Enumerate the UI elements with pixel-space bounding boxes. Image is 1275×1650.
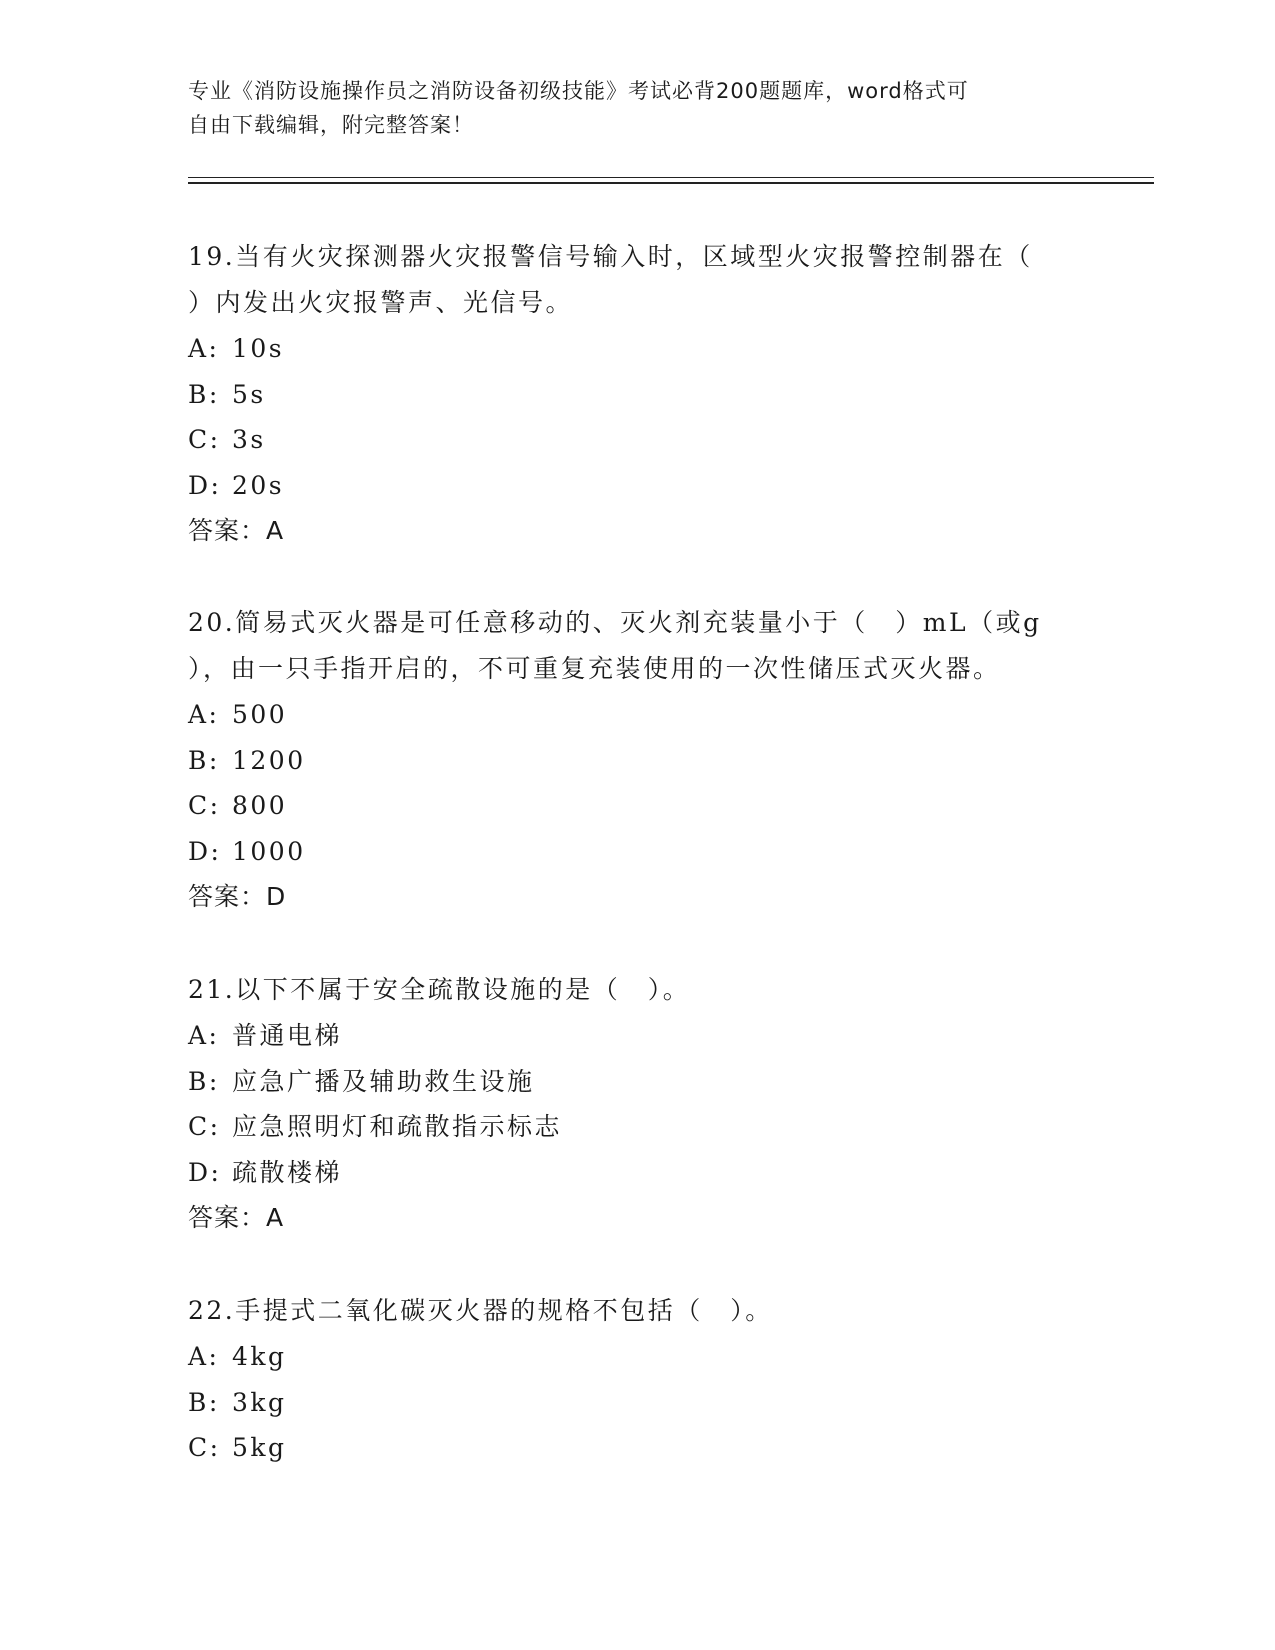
option-c	[188, 1104, 1088, 1150]
option-letter: B:	[188, 1387, 220, 1417]
header-divider-thick	[188, 182, 1154, 184]
option-text: 1000	[232, 836, 306, 866]
answer-value: D	[266, 882, 287, 911]
option-text: 1200	[232, 745, 306, 775]
answer-label: 答案：	[188, 1203, 267, 1232]
header-line-1: 专业《消防设施操作员之消防设备初级技能》考试必背200题题库，word格式可	[188, 79, 969, 103]
answer-line	[188, 508, 1088, 554]
answer-line	[188, 1195, 1088, 1241]
option-letter: C:	[188, 425, 221, 454]
option-b	[188, 738, 1088, 784]
option-text: 应急照明灯和疏散指示标志	[232, 1112, 563, 1141]
option-b	[188, 1059, 1088, 1105]
question-text-line-1: 21.以下不属于安全疏散设施的是（ ）。	[188, 975, 691, 1004]
option-letter: C:	[188, 791, 221, 820]
option-letter: A:	[188, 700, 220, 729]
question-21	[188, 967, 1088, 1241]
option-text: 应急广播及辅助救生设施	[232, 1066, 535, 1096]
option-text: 疏散楼梯	[232, 1157, 343, 1187]
option-letter: D:	[188, 470, 222, 500]
question-text-line-2: ），由一只手指开启的，不可重复充装使用的一次性储压式灭火器。	[188, 654, 1001, 683]
option-a	[188, 326, 1088, 372]
option-b	[188, 1380, 1088, 1426]
option-letter: D:	[188, 1157, 222, 1187]
option-letter: B:	[188, 1066, 220, 1096]
option-c	[188, 783, 1088, 829]
option-text: 5s	[232, 379, 266, 409]
option-letter: A:	[188, 334, 220, 363]
header-line-2: 自由下载编辑，附完整答案！	[188, 113, 474, 137]
option-text: 10s	[232, 334, 285, 363]
answer-label: 答案：	[188, 516, 267, 545]
option-letter: B:	[188, 379, 220, 409]
answer-value: A	[266, 1203, 285, 1232]
option-c	[188, 417, 1088, 463]
question-text-line-1: 22.手提式二氧化碳灭火器的规格不包括（ ）。	[188, 1296, 773, 1325]
question-text-line-2: ）内发出火灾报警声、光信号。	[188, 288, 574, 317]
option-d	[188, 1150, 1088, 1196]
option-text: 800	[232, 791, 288, 820]
answer-value: A	[266, 516, 285, 545]
option-text: 20s	[232, 470, 285, 500]
answer-label: 答案：	[188, 882, 267, 911]
option-text: 5kg	[232, 1433, 287, 1462]
option-c	[188, 1425, 1088, 1471]
option-letter: D:	[188, 836, 222, 866]
option-b	[188, 372, 1088, 418]
option-a	[188, 692, 1088, 738]
question-22	[188, 1288, 1088, 1471]
option-text: 4kg	[232, 1342, 287, 1371]
option-d	[188, 463, 1088, 509]
document-header	[188, 74, 1088, 142]
option-letter: A:	[188, 1021, 220, 1050]
option-text: 3kg	[232, 1387, 287, 1417]
option-letter: A:	[188, 1342, 220, 1371]
header-divider-thin	[188, 177, 1154, 178]
option-a	[188, 1013, 1088, 1059]
question-19	[188, 234, 1088, 554]
question-text-line-1: 20.简易式灭火器是可任意移动的、灭火剂充装量小于（ ）mL（或g	[188, 608, 1042, 637]
option-letter: C:	[188, 1433, 221, 1462]
option-letter: C:	[188, 1112, 221, 1141]
option-text: 500	[232, 700, 288, 729]
question-20	[188, 600, 1088, 920]
option-letter: B:	[188, 745, 220, 775]
option-text: 普通电梯	[232, 1021, 343, 1050]
option-d	[188, 829, 1088, 875]
option-a	[188, 1334, 1088, 1380]
option-text: 3s	[232, 425, 266, 454]
question-text-line-1: 19.当有火灾探测器火灾报警信号输入时，区域型火灾报警控制器在（	[188, 242, 1033, 271]
answer-line	[188, 874, 1088, 920]
